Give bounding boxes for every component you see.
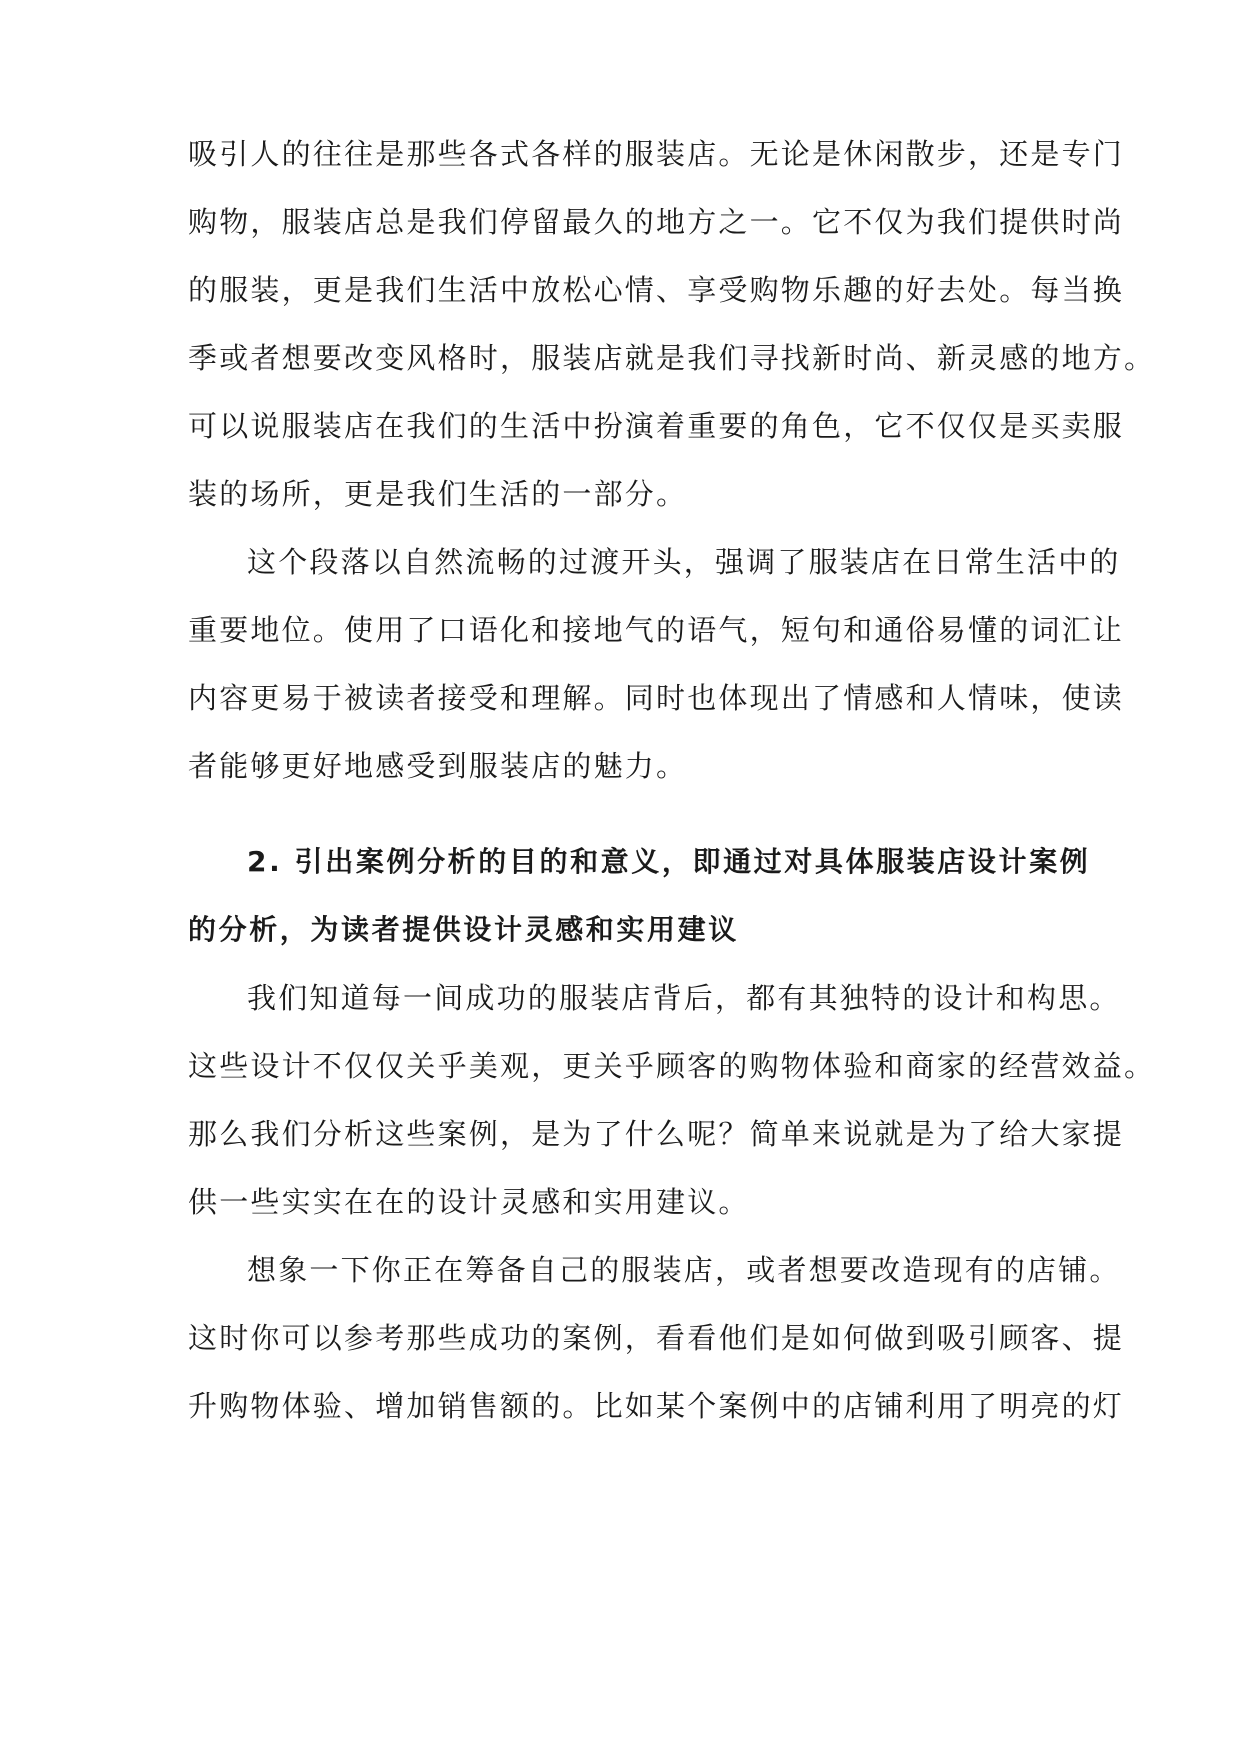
paragraph-1-line-2: 购物，服装店总是我们停留最久的地方之一。它不仅为我们提供时尚 <box>188 205 1125 239</box>
paragraph-3-line-3: 那么我们分析这些案例，是为了什么呢？简单来说就是为了给大家提 <box>188 1117 1125 1151</box>
paragraph-3-line-4: 供一些实实在在的设计灵感和实用建议。 <box>188 1185 750 1219</box>
section-heading-2-line-1: 2. 引出案例分析的目的和意义，即通过对具体服装店设计案例 <box>247 845 1091 878</box>
paragraph-2-line-3: 内容更易于被读者接受和理解。同时也体现出了情感和人情味，使读 <box>188 681 1125 715</box>
paragraph-2-line-4: 者能够更好地感受到服装店的魅力。 <box>188 749 688 783</box>
paragraph-2-line-1: 这个段落以自然流畅的过渡开头，强调了服装店在日常生活中的 <box>247 545 1121 579</box>
section-heading-2-line-2: 的分析，为读者提供设计灵感和实用建议 <box>188 913 739 946</box>
paragraph-1-line-4: 季或者想要改变风格时，服装店就是我们寻找新时尚、新灵感的地方。 <box>188 341 1156 375</box>
paragraph-1-line-1: 吸引人的往往是那些各式各样的服装店。无论是休闲散步，还是专门 <box>188 137 1125 171</box>
paragraph-1-line-5: 可以说服装店在我们的生活中扮演着重要的角色，它不仅仅是买卖服 <box>188 409 1125 443</box>
paragraph-4-line-3: 升购物体验、增加销售额的。比如某个案例中的店铺利用了明亮的灯 <box>188 1389 1125 1423</box>
paragraph-2-line-2: 重要地位。使用了口语化和接地气的语气，短句和通俗易懂的词汇让 <box>188 613 1125 647</box>
paragraph-1-line-6: 装的场所，更是我们生活的一部分。 <box>188 477 688 511</box>
paragraph-1-line-3: 的服装，更是我们生活中放松心情、享受购物乐趣的好去处。每当换 <box>188 273 1125 307</box>
paragraph-4-line-2: 这时你可以参考那些成功的案例，看看他们是如何做到吸引顾客、提 <box>188 1321 1125 1355</box>
paragraph-3-line-2: 这些设计不仅仅关乎美观，更关乎顾客的购物体验和商家的经营效益。 <box>188 1049 1156 1083</box>
paragraph-4-line-1: 想象一下你正在筹备自己的服装店，或者想要改造现有的店铺。 <box>247 1253 1121 1287</box>
paragraph-3-line-1: 我们知道每一间成功的服装店背后，都有其独特的设计和构思。 <box>247 981 1121 1015</box>
